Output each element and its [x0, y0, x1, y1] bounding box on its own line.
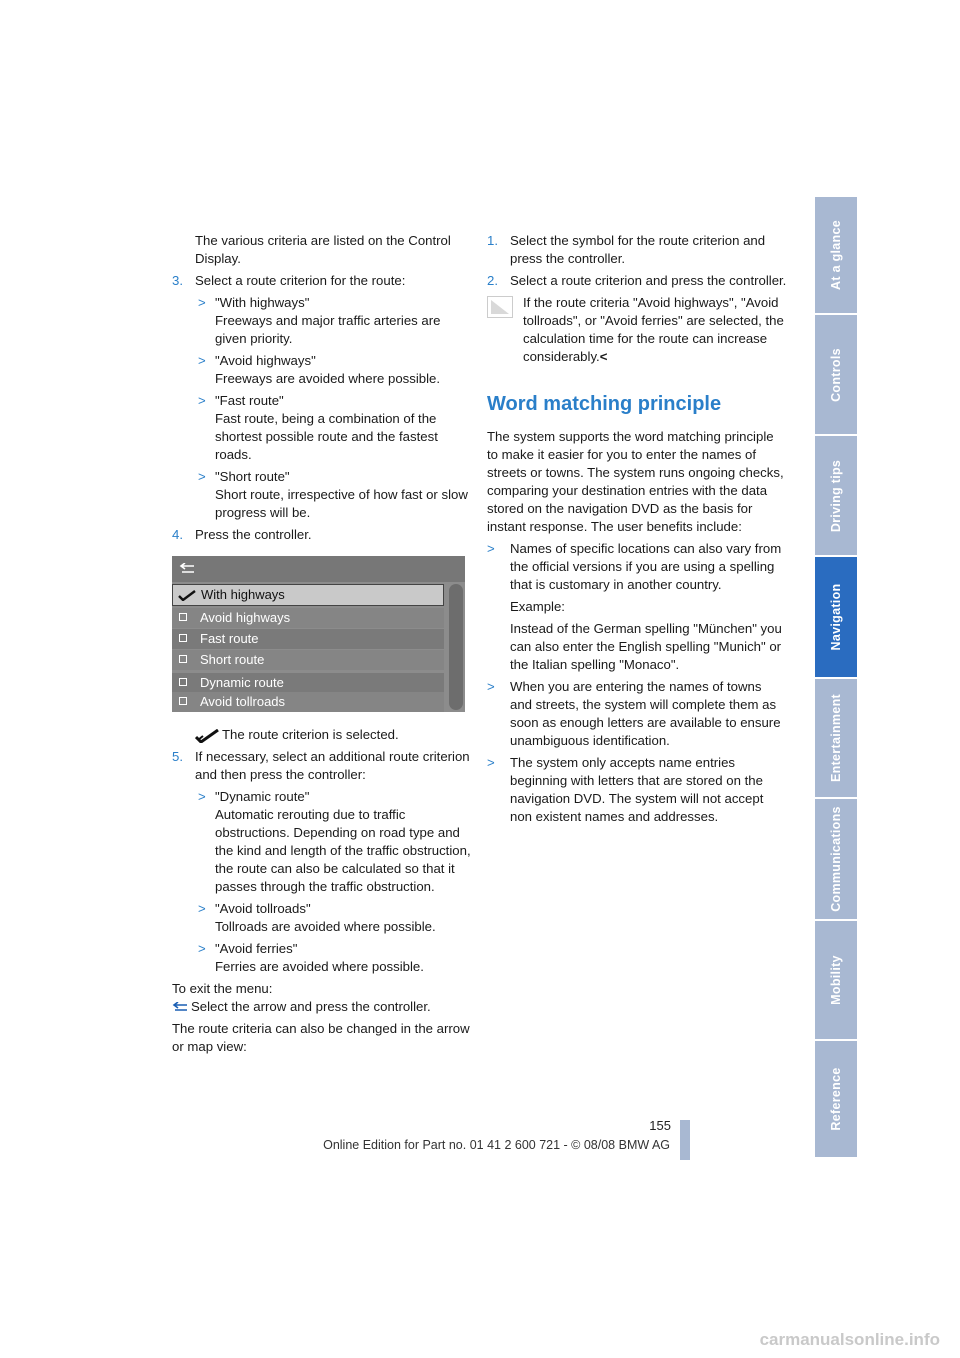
checkbox-icon [179, 634, 187, 642]
benefit-text: Names of specific locations can also vary from the official versions if you are using a spelling that is customary in another country. [510, 541, 782, 592]
checkmark-icon [195, 729, 219, 743]
screenshot-item-label: With highways [201, 587, 285, 602]
tab-communications[interactable] [815, 799, 857, 921]
step-text: Press the controller. [195, 527, 312, 542]
screenshot-row-avoid-highways [172, 608, 444, 628]
bullet-title: "Fast route" [215, 393, 284, 408]
benefit-text: The system only accepts name entries beginning with letters that are stored on the navigation DVD. The system will not accept non existent names and addresses. [510, 755, 764, 824]
screenshot-item-label: Avoid highways [200, 610, 291, 625]
tab-label: Driving tips [829, 459, 843, 532]
back-arrow-icon [179, 563, 195, 575]
bullet-marker: > [198, 789, 206, 804]
note-text: If the route criteria "Avoid highways", "Avoid tollroads", or "Avoid ferries" are selected, the calculation time for the route can increase considerably. [523, 295, 784, 364]
exit-text-content: Select the arrow and press the controller. [191, 999, 431, 1014]
right-step-1 [487, 232, 787, 268]
checkbox-icon [179, 697, 187, 705]
step-number: 2. [487, 273, 498, 288]
bullet-avoid-highways [172, 352, 472, 388]
exit-title: To exit the menu: [172, 981, 273, 996]
page-number: 155 [649, 1118, 671, 1133]
footer-text: Online Edition for Part no. 01 41 2 600 721 - © 08/08 BMW AG [323, 1138, 670, 1152]
screenshot-row-avoid-tollroads [172, 692, 444, 712]
screenshot-item-label: Short route [200, 652, 265, 667]
end-marker: < [599, 349, 608, 364]
tab-label: At a glance [829, 220, 843, 290]
bullet-title: "Short route" [215, 469, 290, 484]
route-criteria-screenshot [172, 556, 465, 712]
bullet-desc: Short route, irrespective of how fast or slow progress will be. [215, 487, 468, 520]
step-text: Select a route criterion for the route: [195, 273, 406, 288]
tab-navigation[interactable] [815, 557, 857, 679]
tab-driving-tips[interactable] [815, 436, 857, 557]
screenshot-row-dynamic-route [172, 673, 444, 693]
bullet-avoid-ferries [172, 940, 472, 976]
bullet-with-highways [172, 294, 472, 348]
step-text: Select the symbol for the route criterion and press the controller. [510, 233, 766, 266]
example-label: Example: [510, 599, 565, 614]
benefit-valid-entries [487, 754, 787, 826]
checkbox-icon [179, 613, 187, 621]
chapter-tabs [815, 197, 857, 1159]
tab-label: Navigation [829, 583, 843, 651]
bullet-desc: Ferries are avoided where possible. [215, 959, 424, 974]
step-5 [172, 748, 472, 784]
watermark: carmanualsonline.info [759, 1330, 940, 1349]
step-3 [172, 272, 472, 290]
bullet-desc: Freeways are avoided where possible. [215, 371, 441, 386]
bullet-marker: > [198, 901, 206, 916]
tab-label: Controls [829, 347, 843, 402]
intro-text: The various criteria are listed on the Control Display. [195, 233, 451, 266]
step-number: 4. [172, 527, 183, 542]
checkbox-icon [179, 655, 187, 663]
example-text: Instead of the German spelling "München" you can also enter the English spelling "Munich" or the Italian spelling "Monaco". [510, 621, 782, 672]
exit-text [172, 998, 472, 1016]
tab-at-a-glance[interactable] [815, 197, 857, 315]
step-number: 3. [172, 273, 183, 288]
bullet-marker: > [487, 541, 495, 556]
word-matching-intro: The system supports the word matching principle to make it easier for you to enter the names of streets or towns. The system runs ongoing checks, comparing your destination entries with the data stored on the navigation DVD as the basis for instant response. The user benefits include: [487, 429, 784, 534]
back-arrow-icon [172, 1002, 188, 1013]
bullet-dynamic-route [172, 788, 472, 896]
tab-label: Entertainment [829, 694, 843, 782]
bullet-title: "Dynamic route" [215, 789, 310, 804]
bullet-marker: > [198, 393, 206, 408]
bullet-title: "With highways" [215, 295, 310, 310]
screenshot-row-short-route [172, 650, 444, 670]
screenshot-item-label: Dynamic route [200, 675, 284, 690]
selected-note-text: The route criterion is selected. [222, 727, 399, 742]
bullet-desc: Fast route, being a combination of the shortest possible route and the fastest roads. [215, 411, 438, 462]
last-paragraph: The route criteria can also be changed in the arrow or map view: [172, 1021, 470, 1054]
bullet-title: "Avoid highways" [215, 353, 316, 368]
benefit-text: When you are entering the names of towns and streets, the system will complete them as soon as enough letters are available to ensure unambiguous identification. [510, 679, 781, 748]
bullet-desc: Automatic rerouting due to traffic obstructions. Depending on road type and the kind and length of the traffic obstruction, the route can also be calculated so that it passes through the traffic obstruction. [215, 807, 471, 894]
bullet-marker: > [487, 755, 495, 770]
bullet-desc: Tollroads are avoided where possible. [215, 919, 436, 934]
benefit-location-names [487, 540, 787, 674]
right-column [487, 232, 787, 830]
screenshot-item-label: Avoid tollroads [200, 694, 286, 709]
bullet-avoid-tollroads [172, 900, 472, 936]
bullet-fast-route [172, 392, 472, 464]
caution-note [487, 294, 787, 366]
step-4 [172, 526, 472, 544]
step-number: 5. [172, 749, 183, 764]
checkmark-icon [178, 590, 196, 601]
page-marker-bar [680, 1120, 690, 1160]
selected-note [172, 726, 472, 744]
right-step-2 [487, 272, 787, 290]
bullet-marker: > [198, 941, 206, 956]
bullet-title: "Avoid tollroads" [215, 901, 311, 916]
step-number: 1. [487, 233, 498, 248]
screenshot-row-fast-route [172, 629, 444, 649]
section-heading: Word matching principle [487, 393, 722, 415]
screenshot-row-with-highways [172, 584, 444, 606]
tab-mobility[interactable] [815, 921, 857, 1041]
step-text: If necessary, select an additional route criterion and then press the controller: [195, 749, 470, 782]
checkbox-icon [179, 678, 187, 686]
tab-entertainment[interactable] [815, 679, 857, 799]
screenshot-item-label: Fast route [200, 631, 259, 646]
bullet-desc: Freeways and major traffic arteries are given priority. [215, 313, 441, 346]
tab-label: Reference [829, 1067, 843, 1131]
bullet-marker: > [198, 353, 206, 368]
tab-label: Mobility [829, 955, 843, 1005]
screenshot-top-bar [172, 556, 465, 582]
tab-reference[interactable] [815, 1041, 857, 1159]
screenshot-scrollbar [449, 584, 463, 710]
bullet-short-route [172, 468, 472, 522]
benefit-autocomplete [487, 678, 787, 750]
bullet-marker: > [198, 469, 206, 484]
tab-controls[interactable] [815, 315, 857, 436]
step-text: Select a route criterion and press the controller. [510, 273, 787, 288]
bullet-marker: > [487, 679, 495, 694]
note-triangle-icon [487, 296, 513, 318]
bullet-marker: > [198, 295, 206, 310]
bullet-title: "Avoid ferries" [215, 941, 298, 956]
tab-label: Communications [829, 806, 843, 912]
